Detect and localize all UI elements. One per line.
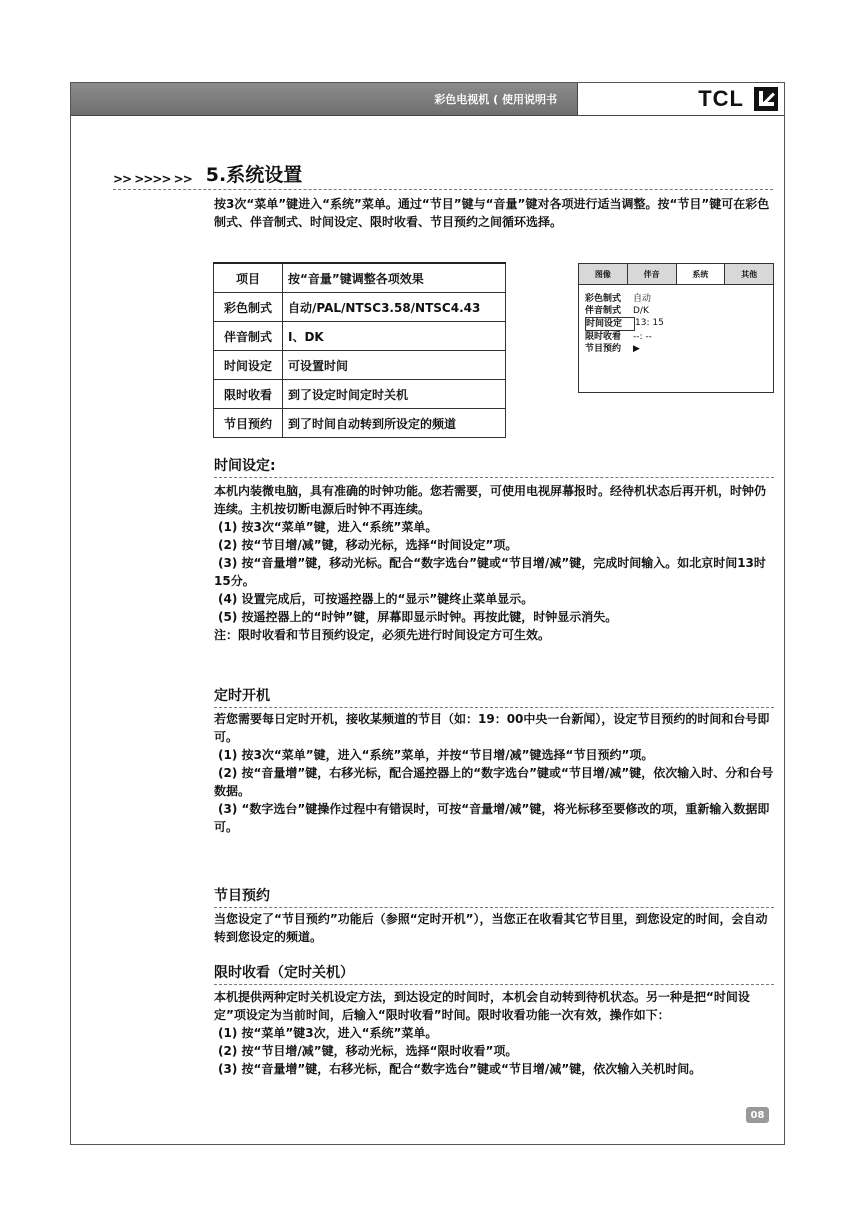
time-setting-note: 注：限时收看和节目预约设定，必须先进行时间设定方可生效。 xyxy=(214,628,551,642)
table-row xyxy=(214,351,506,380)
osd-row xyxy=(579,343,773,355)
list-item: (3) “数字选台”键操作过程中有错误时，可按“音量增/减”键，将光标移至要修改的项，重新输入数据即可。 xyxy=(214,802,770,834)
list-item: (1) 按“菜单”键3次，进入“系统”菜单。 xyxy=(218,1026,438,1040)
table-row xyxy=(214,322,506,351)
osd-row-label: 限时收看 xyxy=(585,332,622,342)
timer-on-intro: 若您需要每日定时开机，接收某频道的节目（如：19：00中央一台新闻），设定节目预约的时间和台号即可。 xyxy=(214,712,770,744)
header-title-bar xyxy=(71,83,577,115)
program-reserve-body xyxy=(214,910,774,946)
osd-tab-picture: 图像 xyxy=(579,264,628,284)
table-header-cell: 项目 xyxy=(214,263,283,293)
osd-body xyxy=(579,285,773,355)
page-number: 08 xyxy=(746,1107,769,1123)
brand-name: TCL xyxy=(698,86,744,111)
osd-row-value: D/K xyxy=(633,306,649,316)
intro-paragraph: 按3次“菜单”键进入“系统”菜单。通过“节目”键与“音量”键对各项进行适当调整。按“节目”键可在彩色制式、伴音制式、时间设定、限时收看、节目预约之间循环选择。 xyxy=(214,197,770,229)
time-setting-body xyxy=(214,482,774,644)
section-title: 5.系统设置 xyxy=(205,164,303,186)
table-cell: 到了设定时间定时关机 xyxy=(283,380,506,409)
table-cell: 时间设定 xyxy=(214,351,283,380)
program-reserve-text: 当您设定了“节目预约”功能后（参照“定时开机”），当您正在收看其它节目里，到您设定的时间，会自动转到您设定的频道。 xyxy=(214,912,768,944)
list-item: (5) 按遥控器上的“时钟”键，屏幕即显示时钟。再按此键，时钟显示消失。 xyxy=(218,610,618,624)
sleep-timer-body xyxy=(214,988,774,1078)
osd-row-value: 13: 15 xyxy=(635,318,664,328)
osd-row-value: --: -- xyxy=(633,332,652,342)
osd-row-label: 伴音制式 xyxy=(585,306,622,316)
osd-row xyxy=(579,331,773,343)
table-row xyxy=(214,409,506,438)
list-item: (2) 按“音量增”键，右移光标，配合遥控器上的“数字选台”键或“节目增/减”键，依次输入时、分和台号数据。 xyxy=(214,766,774,798)
list-item: (3) 按“音量增”键，右移光标，配合“数字选台”键或“节目增/减”键，依次输入关机时间。 xyxy=(218,1062,702,1076)
program-reserve-title: 节目预约 xyxy=(214,885,774,908)
timer-on-title: 定时开机 xyxy=(214,685,774,708)
table-cell: 可设置时间 xyxy=(283,351,506,380)
osd-row-label: 节目预约 xyxy=(585,344,622,354)
header-brand-area xyxy=(577,83,784,115)
list-item: (1) 按3次“菜单”键，进入“系统”菜单。 xyxy=(218,520,438,534)
osd-row xyxy=(579,305,773,317)
osd-tab-sound: 伴音 xyxy=(628,264,677,284)
osd-tab-system: 系统 xyxy=(677,264,726,284)
table-cell: 节目预约 xyxy=(214,409,283,438)
table-cell: 限时收看 xyxy=(214,380,283,409)
play-arrow-icon: ▶ xyxy=(633,344,640,354)
table-row xyxy=(214,293,506,322)
arrows-icon: >> >>>> >> xyxy=(113,172,192,186)
page-header xyxy=(71,83,784,116)
timer-on-body xyxy=(214,710,774,836)
feature-table xyxy=(213,262,506,438)
osd-tab-other: 其他 xyxy=(725,264,773,284)
list-item: (2) 按“节目增/减”键，移动光标，选择“限时收看”项。 xyxy=(218,1044,518,1058)
sleep-timer-title: 限时收看（定时关机） xyxy=(214,962,774,985)
list-item: (2) 按“节目增/减”键，移动光标，选择“时间设定”项。 xyxy=(218,538,518,552)
time-setting-title: 时间设定: xyxy=(214,455,774,478)
osd-menu-illustration xyxy=(578,263,774,393)
section-intro xyxy=(214,195,774,231)
table-cell: 到了时间自动转到所设定的频道 xyxy=(283,409,506,438)
osd-row-label: 彩色制式 xyxy=(585,294,622,304)
list-item: (4) 设置完成后，可按遥控器上的“显示”键终止菜单显示。 xyxy=(218,592,534,606)
list-item: (1) 按3次“菜单”键，进入“系统”菜单，并按“节目增/减”键选择“节目预约”项。 xyxy=(218,748,654,762)
list-item: (3) 按“音量增”键，移动光标。配合“数字选台”键或“节目增/减”键，完成时间输入。如北京时间13时15分。 xyxy=(214,556,766,588)
table-header-row xyxy=(214,263,506,293)
sleep-timer-intro: 本机提供两种定时关机设定方法，到达设定的时间时，本机会自动转到待机状态。另一种是把“时间设定”项设定为当前时间，后输入“限时收看”时间。限时收看功能一次有效，操作如下： xyxy=(214,990,750,1022)
osd-row-label: 时间设定 xyxy=(585,317,635,331)
table-cell: 彩色制式 xyxy=(214,293,283,322)
section-title-row xyxy=(113,163,773,190)
time-setting-intro: 本机内装微电脑，具有准确的时钟功能。您若需要，可使用电视屏幕报时。经待机状态后再开机，时钟仍连续。主机按切断电源后时钟不再连续。 xyxy=(214,484,767,516)
table-cell: I、DK xyxy=(283,322,506,351)
table-row xyxy=(214,380,506,409)
osd-row xyxy=(579,293,773,305)
osd-row-value: 自动 xyxy=(633,294,652,304)
osd-tabs xyxy=(579,264,773,285)
table-cell: 自动/PAL/NTSC3.58/NTSC4.43 xyxy=(283,293,506,322)
table-cell: 伴音制式 xyxy=(214,322,283,351)
brand-logo-icon xyxy=(754,87,778,111)
osd-row-selected xyxy=(579,317,773,331)
table-header-cell: 按“音量”键调整各项效果 xyxy=(283,263,506,293)
product-title: 彩色电视机 ( 使用说明书 xyxy=(434,93,557,106)
